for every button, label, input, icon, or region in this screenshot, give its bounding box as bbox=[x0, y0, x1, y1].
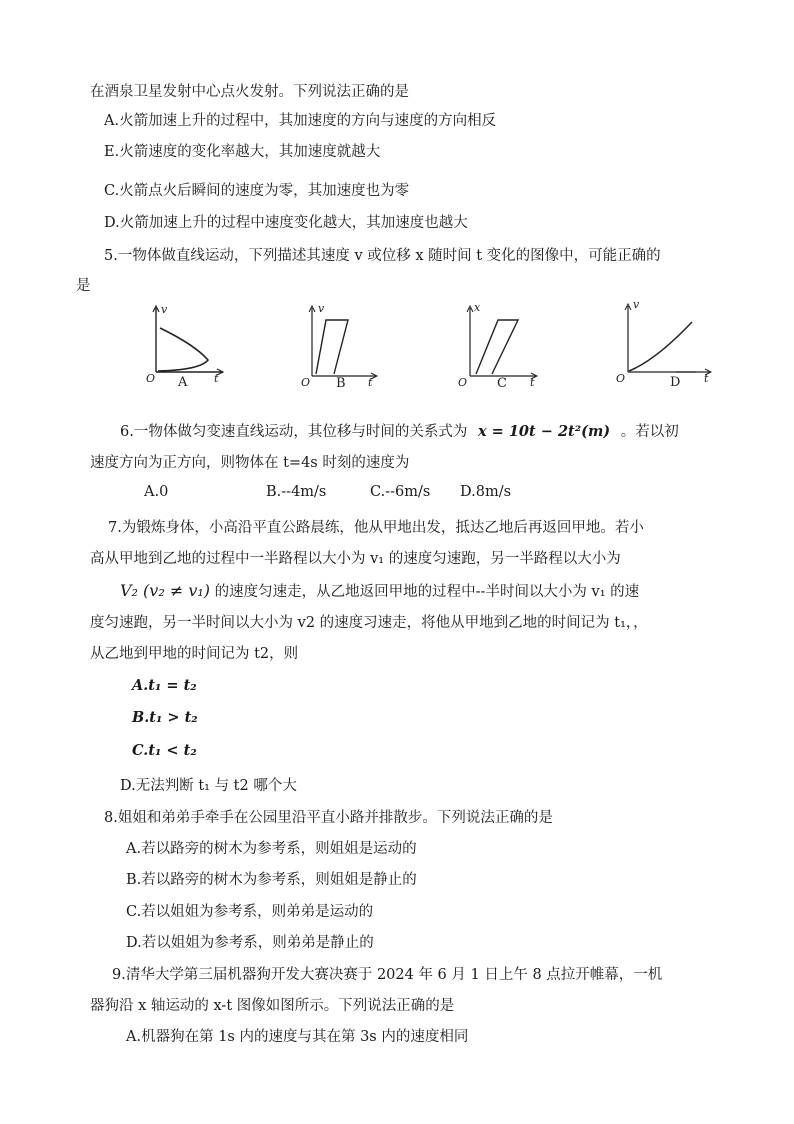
q6-stem-cont: 速度方向为正方向，则物体在 t=4s 时刻的速度为 bbox=[90, 455, 410, 471]
q7-stem-4: 度匀速跑，另一半时间以大小为 v2 的速度习速走，将他从甲地到乙地的时间记为 t₁，， bbox=[90, 615, 648, 631]
q5-stem: 5.一物体做直线运动，下列描述其速度 v 或位移 x 随时间 t 变化的图像中，可能正确的 bbox=[104, 248, 661, 264]
figure-a-origin: O bbox=[146, 372, 156, 385]
figure-c-origin: O bbox=[458, 376, 468, 388]
q7-option-c: C.t₁ < t₂ bbox=[132, 742, 197, 759]
q6-option-c: C.--6m/s bbox=[370, 484, 431, 500]
figure-a-y-label: v bbox=[161, 303, 168, 316]
figure-c-y-label: x bbox=[474, 301, 481, 314]
q4-option-d: D.火箭加速上升的过程中速度变化越大，其加速度也越大 bbox=[104, 215, 468, 231]
figure-a bbox=[140, 300, 230, 388]
q7-option-d: D.无法判断 t₁ 与 t2 哪个大 bbox=[120, 778, 297, 794]
q6-option-a: A.0 bbox=[144, 484, 169, 500]
figure-b bbox=[292, 300, 382, 388]
figure-a-caption: A bbox=[178, 375, 188, 388]
q6-stem-post: 。若以初 bbox=[620, 424, 679, 440]
figure-b-y-label: v bbox=[318, 302, 325, 315]
q7-stem-3-rest: 的速度匀速走，从乙地返回甲地的过程中--半时间以大小为 v₁ 的速 bbox=[214, 584, 640, 600]
q7-option-b: B.t₁ > t₂ bbox=[132, 709, 198, 726]
q9-option-a: A.机器狗在第 1s 内的速度与其在第 3s 内的速度相同 bbox=[126, 1029, 469, 1045]
q7-stem-3 bbox=[120, 580, 639, 601]
q6-stem-pre: 6.一物体做匀变速直线运动，其位移与时间的关系式为 bbox=[120, 424, 468, 440]
figure-b-origin: O bbox=[301, 376, 311, 388]
q8-option-c: C.若以姐姐为参考系，则弟弟是运动的 bbox=[126, 904, 374, 920]
figure-d-y-label: v bbox=[633, 300, 640, 311]
q4-option-b: E.火箭速度的变化率越大，其加速度就越大 bbox=[104, 144, 381, 160]
figure-c-x-label: t bbox=[530, 376, 535, 388]
q9-stem-2: 器狗沿 x 轴运动的 x-t 图像如图所示。下列说法正确的是 bbox=[90, 998, 455, 1014]
q8-option-b: B.若以路旁的树木为参考系，则姐姐是静止的 bbox=[126, 872, 417, 888]
q6-option-b: B.--4m/s bbox=[266, 484, 327, 500]
figure-d-origin: O bbox=[616, 372, 626, 385]
q7-stem-1: 7.为锻炼身体，小高沿平直公路晨练，他从甲地出发，抵达乙地后再返回甲地。若小 bbox=[108, 520, 644, 536]
figure-d bbox=[616, 300, 716, 388]
q6-option-d: D.8m/s bbox=[460, 484, 512, 500]
figure-d-x-label: t bbox=[704, 372, 709, 385]
q8-stem: 8.姐姐和弟弟手牵手在公园里沿平直小路并排散步。下列说法正确的是 bbox=[104, 810, 553, 826]
q8-option-d: D.若以姐姐为参考系，则弟弟是静止的 bbox=[126, 935, 374, 951]
figure-d-caption: D bbox=[670, 375, 681, 388]
figure-b-x-label: t bbox=[368, 376, 373, 388]
q6-formula: x = 10t − 2t²(m) bbox=[477, 423, 611, 440]
figure-a-x-label: t bbox=[214, 372, 219, 385]
figure-c-caption: C bbox=[497, 376, 507, 388]
q4-stem-tail: 在酒泉卫星发射中心点火发射。下列说法正确的是 bbox=[90, 84, 409, 100]
q7-stem-2: 高从甲地到乙地的过程中一半路程以大小为 v₁ 的速度匀速跑，另一半路程以大小为 bbox=[90, 551, 621, 567]
q4-option-c: C.火箭点火后瞬间的速度为零，其加速度也为零 bbox=[104, 183, 410, 199]
q7-speed-condition: V₂ (v₂ ≠ v₁) bbox=[120, 581, 211, 600]
q4-option-a: A.火箭加速上升的过程中，其加速度的方向与速度的方向相反 bbox=[104, 113, 497, 129]
q9-stem-1: 9.清华大学第三届机器狗开发大赛决赛于 2024 年 6 月 1 日上午 8 点拉开帷幕，一机 bbox=[112, 967, 663, 983]
q7-stem-5: 从乙地到甲地的时间记为 t2，则 bbox=[90, 646, 299, 662]
q8-option-a: A.若以路旁的树木为参考系，则姐姐是运动的 bbox=[126, 841, 417, 857]
q6-stem bbox=[120, 420, 679, 441]
q7-option-a: A.t₁ = t₂ bbox=[132, 677, 197, 694]
q5-stem-cont: 是 bbox=[76, 278, 91, 294]
q5-figures bbox=[140, 300, 730, 388]
figure-c bbox=[452, 300, 542, 388]
figure-b-caption: B bbox=[336, 376, 346, 388]
